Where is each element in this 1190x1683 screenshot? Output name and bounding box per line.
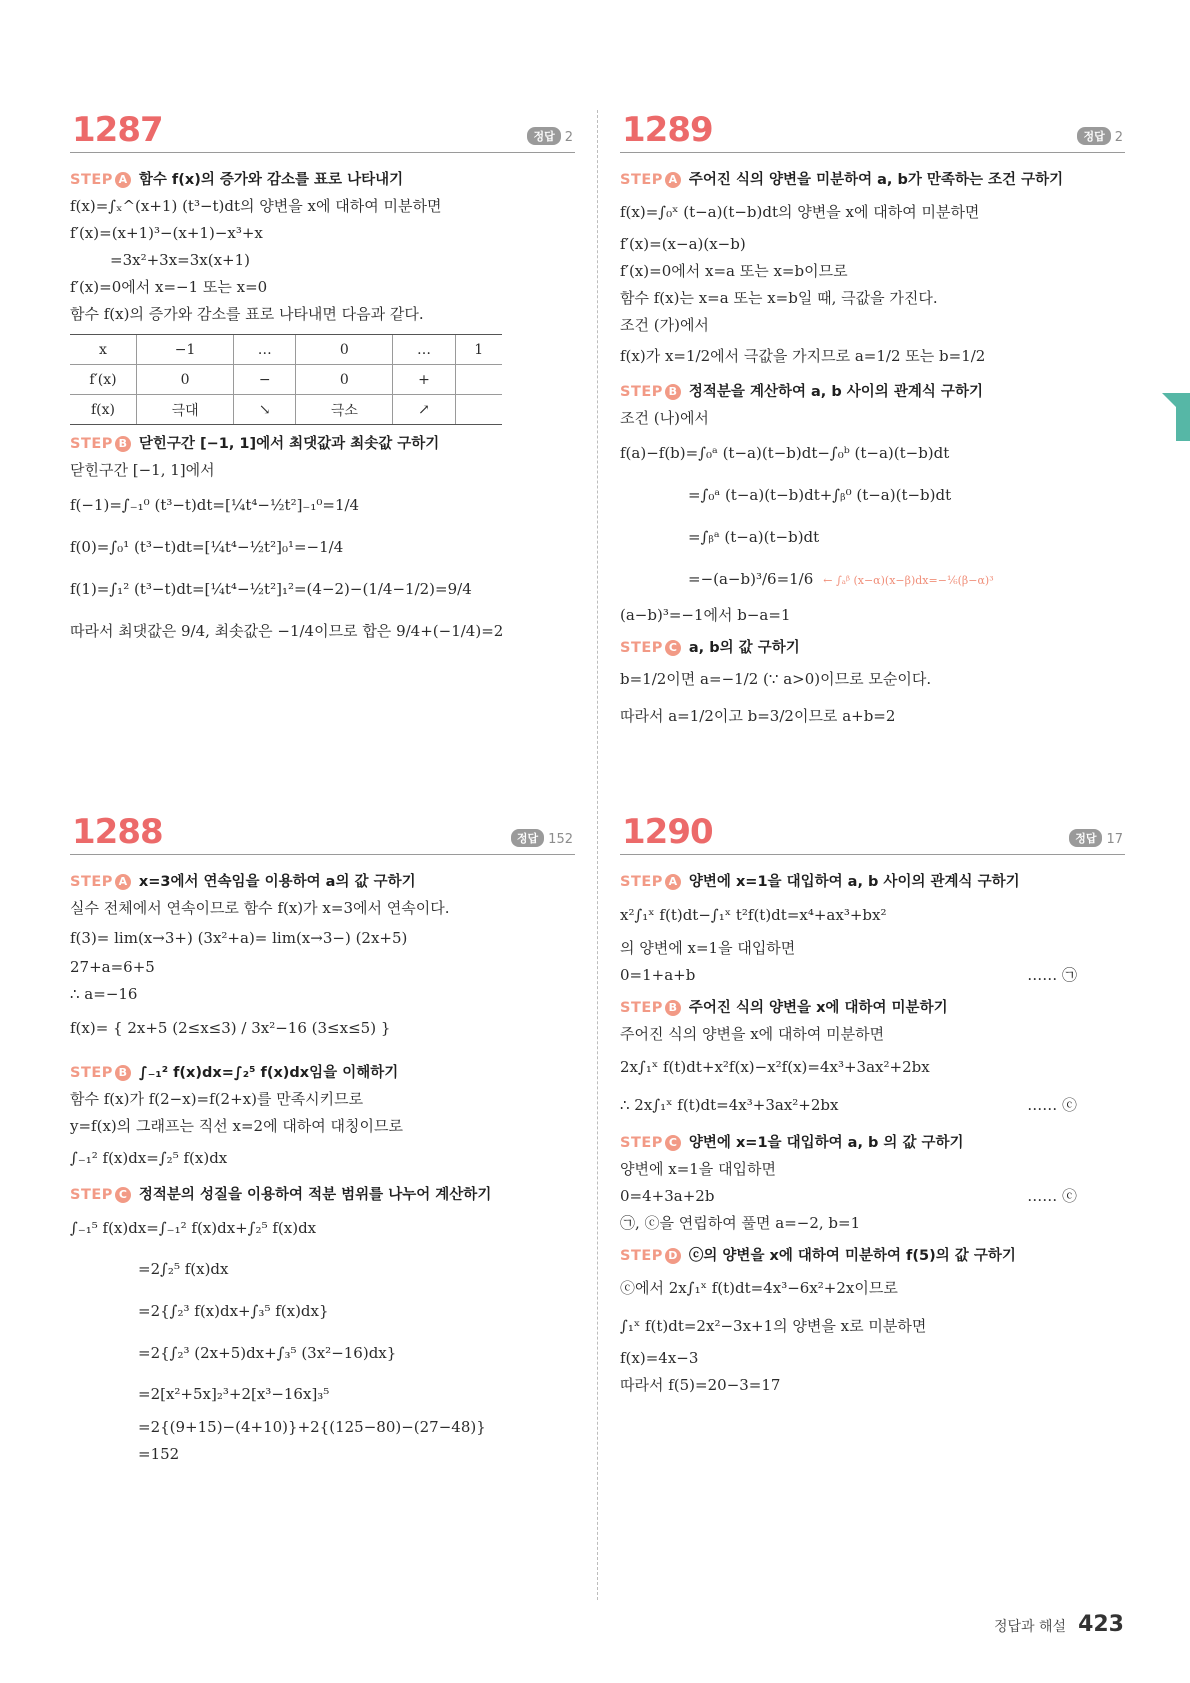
solution-line: ㉠, ⓒ을 연립하여 풀면 a=−2, b=1 bbox=[620, 1214, 861, 1232]
solution-line: =∫₀ᵃ (t−a)(t−b)dt+∫ᵦ⁰ (t−a)(t−b)dt bbox=[688, 486, 952, 504]
answer-label: 정답 bbox=[1077, 127, 1110, 145]
solution-line: f(x)=4x−3 bbox=[620, 1349, 699, 1367]
step-heading: STEP A 주어진 식의 양변을 미분하여 a, b가 만족하는 조건 구하기 bbox=[620, 172, 1064, 188]
answer-badge bbox=[527, 127, 573, 145]
solution-line: 27+a=6+5 bbox=[70, 958, 155, 976]
solution-line: =2{∫₂³ (2x+5)dx+∫₃⁵ (3x²−16)dx} bbox=[138, 1344, 397, 1362]
problem-number: 1290 bbox=[622, 812, 713, 852]
solution-line: 함수 f(x)가 f(2−x)=f(2+x)를 만족시키므로 bbox=[70, 1090, 364, 1108]
problem-header bbox=[620, 810, 1125, 855]
footer-label: 정답과 해설 bbox=[993, 1619, 1067, 1635]
solution-line: ∫₋₁⁵ f(x)dx=∫₋₁² f(x)dx+∫₂⁵ f(x)dx bbox=[70, 1219, 317, 1237]
step-heading: STEP C a, b의 값 구하기 bbox=[620, 640, 800, 656]
solution-line: b=1/2이면 a=−1/2 (∵ a>0)이므로 모순이다. bbox=[620, 670, 932, 688]
equation-tag: …… ⓒ bbox=[1027, 1187, 1077, 1205]
answer-label: 정답 bbox=[527, 127, 560, 145]
answer-badge bbox=[511, 829, 573, 847]
step-heading: STEP C 양변에 x=1을 대입하여 a, b 의 값 구하기 bbox=[620, 1135, 964, 1151]
equation-tag: …… ㉠ bbox=[1027, 966, 1077, 984]
page-number: 423 bbox=[1078, 1612, 1124, 1637]
solution-line: 함수 f(x)의 증가와 감소를 표로 나타내면 다음과 같다. bbox=[70, 305, 424, 323]
solution-line: 0=4+3a+2b bbox=[620, 1187, 715, 1205]
solution-line: 0=1+a+b bbox=[620, 966, 696, 984]
solution-line: f(a)−f(b)=∫₀ᵃ (t−a)(t−b)dt−∫₀ᵇ (t−a)(t−b)dt bbox=[620, 444, 950, 462]
solution-line: =∫ᵦᵃ (t−a)(t−b)dt bbox=[688, 528, 820, 546]
problem-1289 bbox=[620, 108, 1125, 735]
solution-line: 주어진 식의 양변을 x에 대하여 미분하면 bbox=[620, 1025, 885, 1043]
solution-line: 실수 전체에서 연속이므로 함수 f(x)가 x=3에서 연속이다. bbox=[70, 899, 450, 917]
solution-line: f′(x)=(x+1)³−(x+1)−x³+x bbox=[70, 224, 263, 242]
solution-line: f(x)=∫₀ˣ (t−a)(t−b)dt의 양변을 x에 대하여 미분하면 bbox=[620, 203, 980, 221]
table-row: x −1 … 0 … 1 bbox=[70, 335, 502, 365]
solution-line: =152 bbox=[138, 1445, 180, 1463]
solution-line: f(3)= lim(x→3+) (3x²+a)= lim(x→3−) (2x+5) bbox=[70, 929, 408, 947]
solution-line: 따라서 f(5)=20−3=17 bbox=[620, 1376, 781, 1394]
solution-line: (a−b)³=−1에서 b−a=1 bbox=[620, 606, 791, 624]
answer-badge bbox=[1069, 829, 1123, 847]
problem-header bbox=[70, 108, 575, 153]
step-heading: STEP B 닫힌구간 [−1, 1]에서 최댓값과 최솟값 구하기 bbox=[70, 436, 440, 452]
solution-line: =2{(9+15)−(4+10)}+2{(125−80)−(27−48)} bbox=[138, 1418, 486, 1436]
problem-1288 bbox=[70, 810, 575, 1468]
solution-line: y=f(x)의 그래프는 직선 x=2에 대하여 대칭이므로 bbox=[70, 1117, 404, 1135]
step-heading: STEP B 주어진 식의 양변을 x에 대하여 미분하기 bbox=[620, 1000, 948, 1016]
solution-line: f′(x)=0에서 x=a 또는 x=b이므로 bbox=[620, 262, 848, 280]
step-heading: STEP A 양변에 x=1을 대입하여 a, b 사이의 관계식 구하기 bbox=[620, 874, 1020, 890]
solution-line: 조건 (가)에서 bbox=[620, 316, 709, 334]
solution-line: =2∫₂⁵ f(x)dx bbox=[138, 1260, 229, 1278]
step-heading: STEP A x=3에서 연속임을 이용하여 a의 값 구하기 bbox=[70, 874, 416, 890]
solution-line: ∫₁ˣ f(t)dt=2x²−3x+1의 양변을 x로 미분하면 bbox=[620, 1317, 927, 1335]
problem-1290 bbox=[620, 810, 1125, 1399]
answer-value: 2 bbox=[1114, 130, 1123, 145]
solution-line: 함수 f(x)는 x=a 또는 x=b일 때, 극값을 가진다. bbox=[620, 289, 938, 307]
problem-number: 1289 bbox=[622, 110, 713, 150]
solution-line: x²∫₁ˣ f(t)dt−∫₁ˣ t²f(t)dt=x⁴+ax³+bx² bbox=[620, 906, 887, 924]
table-row: f(x) 극대 ↘ 극소 ↗ bbox=[70, 395, 502, 425]
column-divider bbox=[597, 110, 598, 1600]
solution-line: 2x∫₁ˣ f(t)dt+x²f(x)−x²f(x)=4x³+3ax²+2bx bbox=[620, 1058, 930, 1076]
problem-1287 bbox=[70, 108, 575, 652]
page-footer bbox=[994, 1612, 1124, 1637]
solution-line: 양변에 x=1을 대입하면 bbox=[620, 1160, 777, 1178]
answer-label: 정답 bbox=[511, 829, 544, 847]
answer-badge bbox=[1077, 127, 1123, 145]
solution-line: 따라서 최댓값은 9/4, 최솟값은 −1/4이므로 합은 9/4+(−1/4)=2 bbox=[70, 622, 504, 640]
answer-value: 2 bbox=[564, 130, 573, 145]
solution-line: f(x)가 x=1/2에서 극값을 가지므로 a=1/2 또는 b=1/2 bbox=[620, 347, 986, 365]
solution-line: ∴ a=−16 bbox=[70, 985, 138, 1003]
solution-line: ∴ 2x∫₁ˣ f(t)dt=4x³+3ax²+2bx bbox=[620, 1096, 839, 1114]
solution-line: 따라서 a=1/2이고 b=3/2이므로 a+b=2 bbox=[620, 707, 896, 725]
solution-line: =2{∫₂³ f(x)dx+∫₃⁵ f(x)dx} bbox=[138, 1302, 329, 1320]
solution-line: f(1)=∫₁² (t³−t)dt=[¼t⁴−½t²]₁²=(4−2)−(1/4−1/2)=9/4 bbox=[70, 580, 472, 598]
equation-tag: …… ⓒ bbox=[1027, 1096, 1077, 1114]
answer-value: 17 bbox=[1106, 832, 1123, 847]
formula-hint: ← ∫ₐᵝ (x−α)(x−β)dx=−⅙(β−α)³ bbox=[823, 574, 994, 587]
solution-line: ∫₋₁² f(x)dx=∫₂⁵ f(x)dx bbox=[70, 1149, 228, 1167]
increase-decrease-table bbox=[70, 334, 502, 425]
problem-header bbox=[70, 810, 575, 855]
problem-header bbox=[620, 108, 1125, 153]
solution-line: f′(x)=(x−a)(x−b) bbox=[620, 235, 746, 253]
solution-line: f′(x)=0에서 x=−1 또는 x=0 bbox=[70, 278, 268, 296]
solution-line: =2[x²+5x]₂³+2[x³−16x]₃⁵ bbox=[138, 1385, 330, 1403]
solution-line: f(x)=∫ₓ^(x+1) (t³−t)dt의 양변을 x에 대하여 미분하면 bbox=[70, 197, 442, 215]
step-heading: STEP B 정적분을 계산하여 a, b 사이의 관계식 구하기 bbox=[620, 384, 983, 400]
solution-line: f(x)= { 2x+5 (2≤x≤3) / 3x²−16 (3≤x≤5) } bbox=[70, 1019, 391, 1037]
solution-line: 조건 (나)에서 bbox=[620, 409, 709, 427]
step-heading: STEP C 정적분의 성질을 이용하여 적분 범위를 나누어 계산하기 bbox=[70, 1187, 492, 1203]
answer-value: 152 bbox=[548, 832, 573, 847]
problem-number: 1288 bbox=[72, 812, 163, 852]
step-heading: STEP D ⓒ의 양변을 x에 대하여 미분하여 f(5)의 값 구하기 bbox=[620, 1248, 1016, 1264]
solution-line: 닫힌구간 [−1, 1]에서 bbox=[70, 461, 215, 479]
step-heading: STEP A 함수 f(x)의 증가와 감소를 표로 나타내기 bbox=[70, 172, 404, 188]
step-heading: STEP B ∫₋₁² f(x)dx=∫₂⁵ f(x)dx임을 이해하기 bbox=[70, 1065, 399, 1081]
solution-line: f(−1)=∫₋₁⁰ (t³−t)dt=[¼t⁴−½t²]₋₁⁰=1/4 bbox=[70, 496, 360, 514]
solution-line: 의 양변에 x=1을 대입하면 bbox=[620, 939, 796, 957]
solution-line: f(0)=∫₀¹ (t³−t)dt=[¼t⁴−½t²]₀¹=−1/4 bbox=[70, 538, 344, 556]
solution-line: ⓒ에서 2x∫₁ˣ f(t)dt=4x³−6x²+2x이므로 bbox=[620, 1279, 898, 1297]
problem-number: 1287 bbox=[72, 110, 163, 150]
table-row: f′(x) 0 − 0 + bbox=[70, 365, 502, 395]
solution-line: =3x²+3x=3x(x+1) bbox=[110, 251, 251, 269]
side-index-tab bbox=[1176, 393, 1190, 441]
solution-line: =−(a−b)³/6=1/6 bbox=[688, 570, 814, 588]
answer-label: 정답 bbox=[1069, 829, 1102, 847]
